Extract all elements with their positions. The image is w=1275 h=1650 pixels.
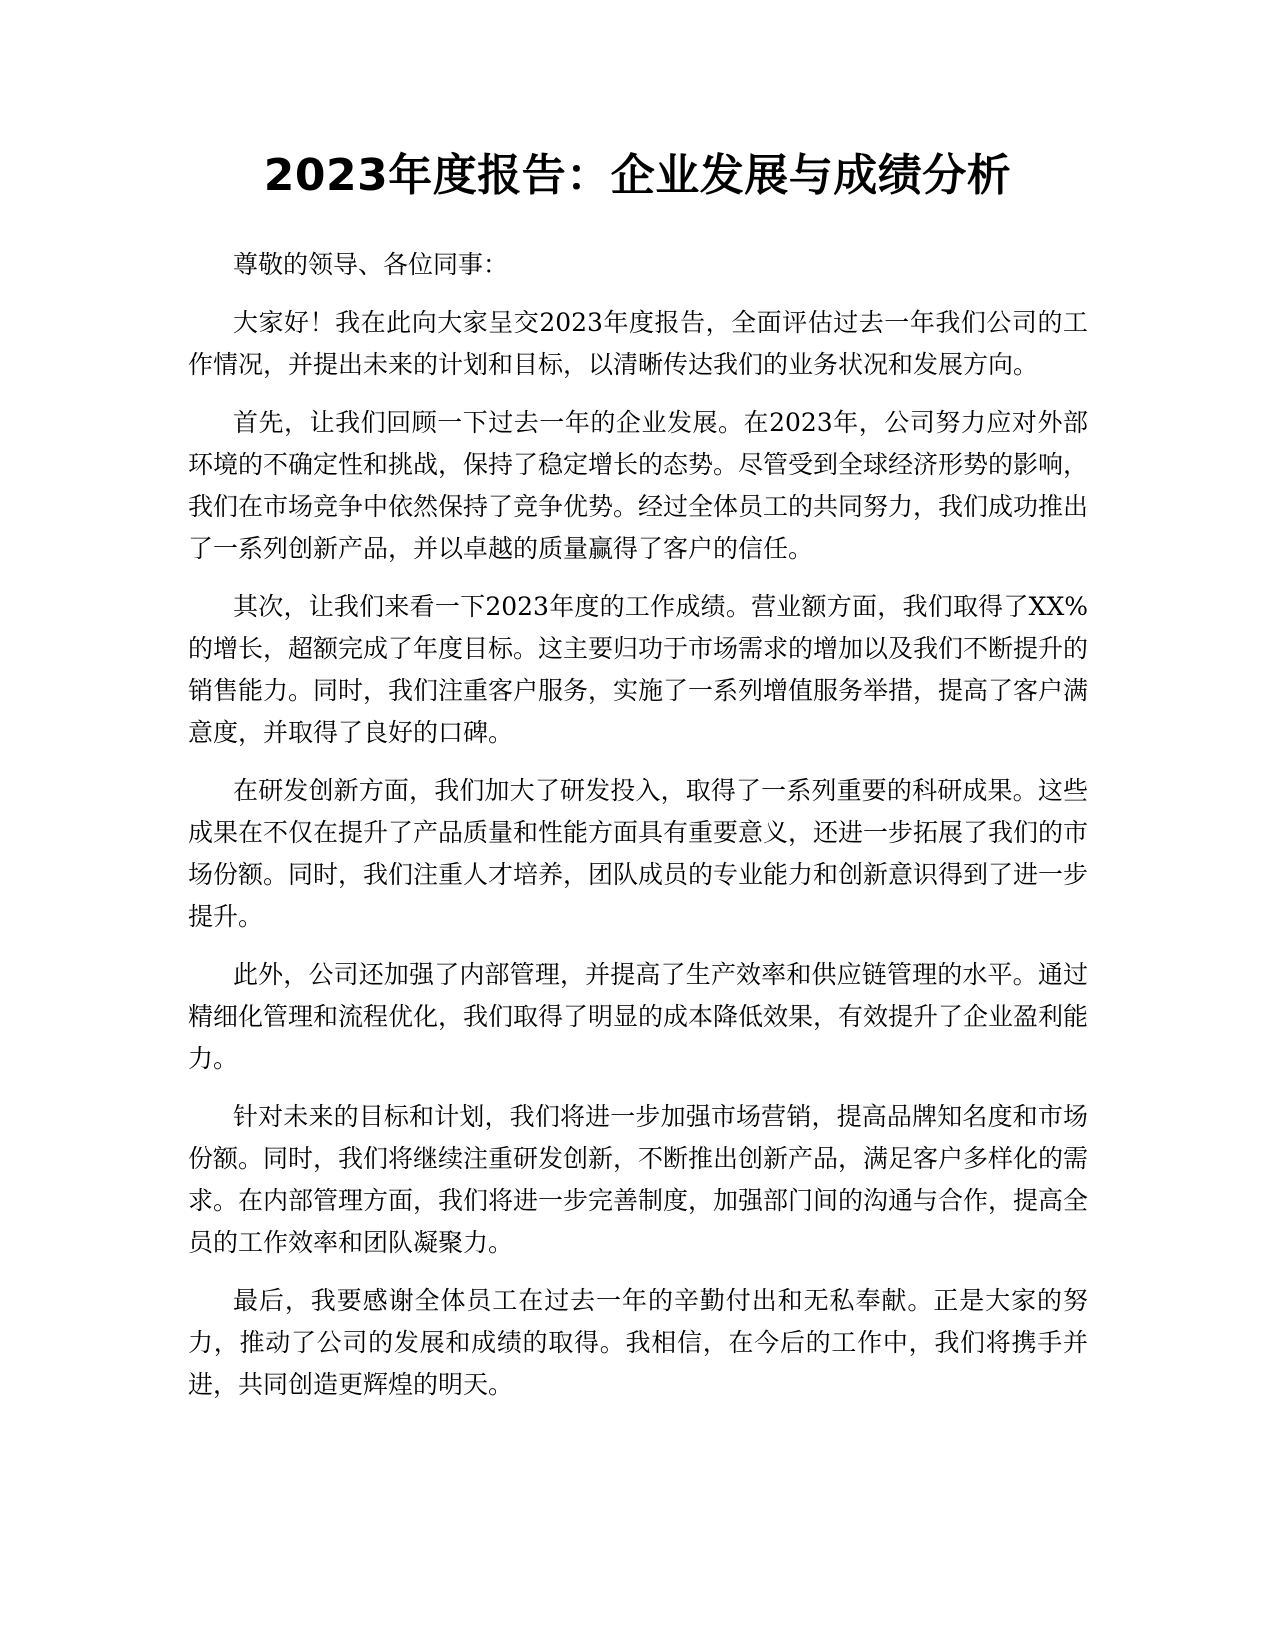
- paragraph-rd-innovation: 在研发创新方面，我们加大了研发投入，取得了一系列重要的科研成果。这些成果在不仅在提升了产品质量和性能方面具有重要意义，还进一步拓展了我们的市场份额。同时，我们注重人才培养，团队成员的专业能力和创新意识得到了进一步提升。: [188, 776, 1089, 931]
- paragraph-salutation: 尊敬的领导、各位同事：: [233, 250, 509, 279]
- document-body: [188, 244, 1088, 1422]
- document-title: 2023年度报告：企业发展与成绩分析: [263, 150, 1012, 201]
- paragraph-future-plans: 针对未来的目标和计划，我们将进一步加强市场营销，提高品牌知名度和市场份额。同时，我们将继续注重研发创新，不断推出创新产品，满足客户多样化的需求。在内部管理方面，我们将进一步完善制度，加强部门间的沟通与合作，提高全员的工作效率和团队凝聚力。: [188, 1102, 1089, 1257]
- paragraph-closing: 最后，我要感谢全体员工在过去一年的辛勤付出和无私奉献。正是大家的努力，推动了公司的发展和成绩的取得。我相信，在今后的工作中，我们将携手并进，共同创造更辉煌的明天。: [188, 1286, 1088, 1399]
- paragraph-work-results: 其次，让我们来看一下2023年度的工作成绩。营业额方面，我们取得了XX%的增长，超额完成了年度目标。这主要归功于市场需求的增加以及我们不断提升的销售能力。同时，我们注重客户服务，实施了一系列增值服务举措，提高了客户满意度，并取得了良好的口碑。: [188, 592, 1089, 747]
- paragraph-intro: 大家好！我在此向大家呈交2023年度报告，全面评估过去一年我们公司的工作情况，并提出未来的计划和目标，以清晰传达我们的业务状况和发展方向。: [188, 308, 1088, 379]
- paragraph-development-review: 首先，让我们回顾一下过去一年的企业发展。在2023年，公司努力应对外部环境的不确定性和挑战，保持了稳定增长的态势。尽管受到全球经济形势的影响，我们在市场竞争中依然保持了竞争优势。经过全体员工的共同努力，我们成功推出了一系列创新产品，并以卓越的质量赢得了客户的信任。: [188, 408, 1089, 563]
- paragraph-internal-management: 此外，公司还加强了内部管理，并提高了生产效率和供应链管理的水平。通过精细化管理和流程优化，我们取得了明显的成本降低效果，有效提升了企业盈利能力。: [188, 960, 1089, 1073]
